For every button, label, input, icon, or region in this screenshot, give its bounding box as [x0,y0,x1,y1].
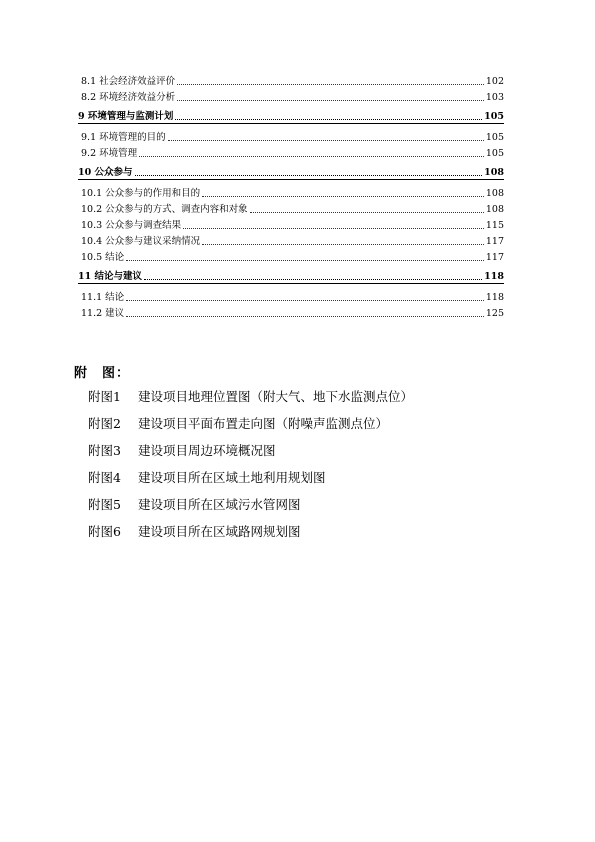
appendix-item [88,415,413,442]
toc-entry-label: 10.1 公众参与的作用和目的 [81,188,201,199]
toc-chapter-page: 108 [484,167,504,178]
appendix-item-title: 建设项目所在区域土地利用规划图 [138,470,326,485]
appendix-item-title: 建设项目所在区域污水管网图 [138,497,301,512]
dot-leader [168,140,484,141]
appendix-item-number: 附图5 [88,497,121,512]
toc-chapter-label: 11 结论与建议 [78,271,143,282]
appendix-item-number: 附图6 [88,524,121,539]
toc-chapter-page: 118 [484,271,504,282]
toc-entry-label: 8.1 社会经济效益评价 [81,76,176,87]
toc-entry-label: 8.2 环境经济效益分析 [81,92,176,103]
toc-chapter-label: 9 环境管理与监测计划 [78,111,174,122]
dot-leader [126,300,484,301]
dot-leader [126,316,484,317]
toc-entry-page: 108 [485,204,504,215]
toc-entry-label: 10.4 公众参与建议采纳情况 [81,236,201,247]
toc-entry-page: 117 [485,236,504,247]
toc-entry-page: 105 [485,132,504,143]
appendix-item-title: 建设项目地理位置图（附大气、地下水监测点位） [138,389,414,404]
toc-chapter-page: 105 [484,111,504,122]
toc-chapter[interactable] [78,162,504,180]
appendix-item-number: 附图3 [88,443,121,458]
toc-entry-page: 118 [485,292,504,303]
appendix-title: 附 图： [74,366,131,381]
toc-entry[interactable] [78,144,504,160]
toc-entry-page: 125 [485,308,504,319]
appendix-item [88,469,413,496]
appendix-item-title: 建设项目所在区域路网规划图 [138,524,301,539]
appendix-item-number: 附图4 [88,470,121,485]
toc-entry-label: 10.3 公众参与调查结果 [81,220,182,231]
toc-entry-page: 108 [485,188,504,199]
toc-entry[interactable] [78,304,504,320]
appendix-list [74,388,413,550]
toc-entry[interactable] [78,248,504,264]
appendix-item-number: 附图1 [88,389,121,404]
dot-leader [139,156,484,157]
toc-entry[interactable] [78,232,504,248]
toc-entry-page: 105 [485,148,504,159]
toc-entry-label: 10.5 结论 [81,252,125,263]
dot-leader [202,244,484,245]
toc-entry-label: 11.1 结论 [81,292,125,303]
toc-chapter[interactable] [78,106,504,124]
appendix-item [88,496,413,523]
toc-entry-label: 9.2 环境管理 [81,148,138,159]
toc-entry[interactable] [78,88,504,104]
dot-leader [177,100,484,101]
appendix-item-number: 附图2 [88,416,121,431]
table-of-contents [78,72,504,320]
dot-leader [177,84,484,85]
appendix-item [88,523,413,550]
toc-entry[interactable] [78,72,504,88]
appendix-item [88,388,413,415]
dot-leader [126,260,484,261]
toc-entry[interactable] [78,288,504,304]
toc-entry-label: 9.1 环境管理的目的 [81,132,166,143]
toc-entry[interactable] [78,200,504,216]
appendix-section [74,362,413,550]
appendix-item-title: 建设项目平面布置走向图（附噪声监测点位） [138,416,389,431]
toc-entry-page: 102 [485,76,504,87]
toc-entry-page: 117 [485,252,504,263]
toc-entry-label: 10.2 公众参与的方式、调查内容和对象 [81,204,248,215]
dot-leader [183,228,484,229]
dot-leader [135,175,483,176]
toc-entry[interactable] [78,216,504,232]
dot-leader [202,196,484,197]
toc-entry-label: 11.2 建议 [81,308,125,319]
toc-chapter-label: 10 公众参与 [78,167,133,178]
appendix-item-title: 建设项目周边环境概况图 [138,443,276,458]
toc-entry[interactable] [78,184,504,200]
toc-entry[interactable] [78,128,504,144]
dot-leader [144,279,482,280]
dot-leader [175,119,482,120]
dot-leader [250,212,484,213]
toc-chapter[interactable] [78,266,504,284]
toc-entry-page: 103 [485,92,504,103]
toc-entry-page: 115 [485,220,504,231]
appendix-item [88,442,413,469]
